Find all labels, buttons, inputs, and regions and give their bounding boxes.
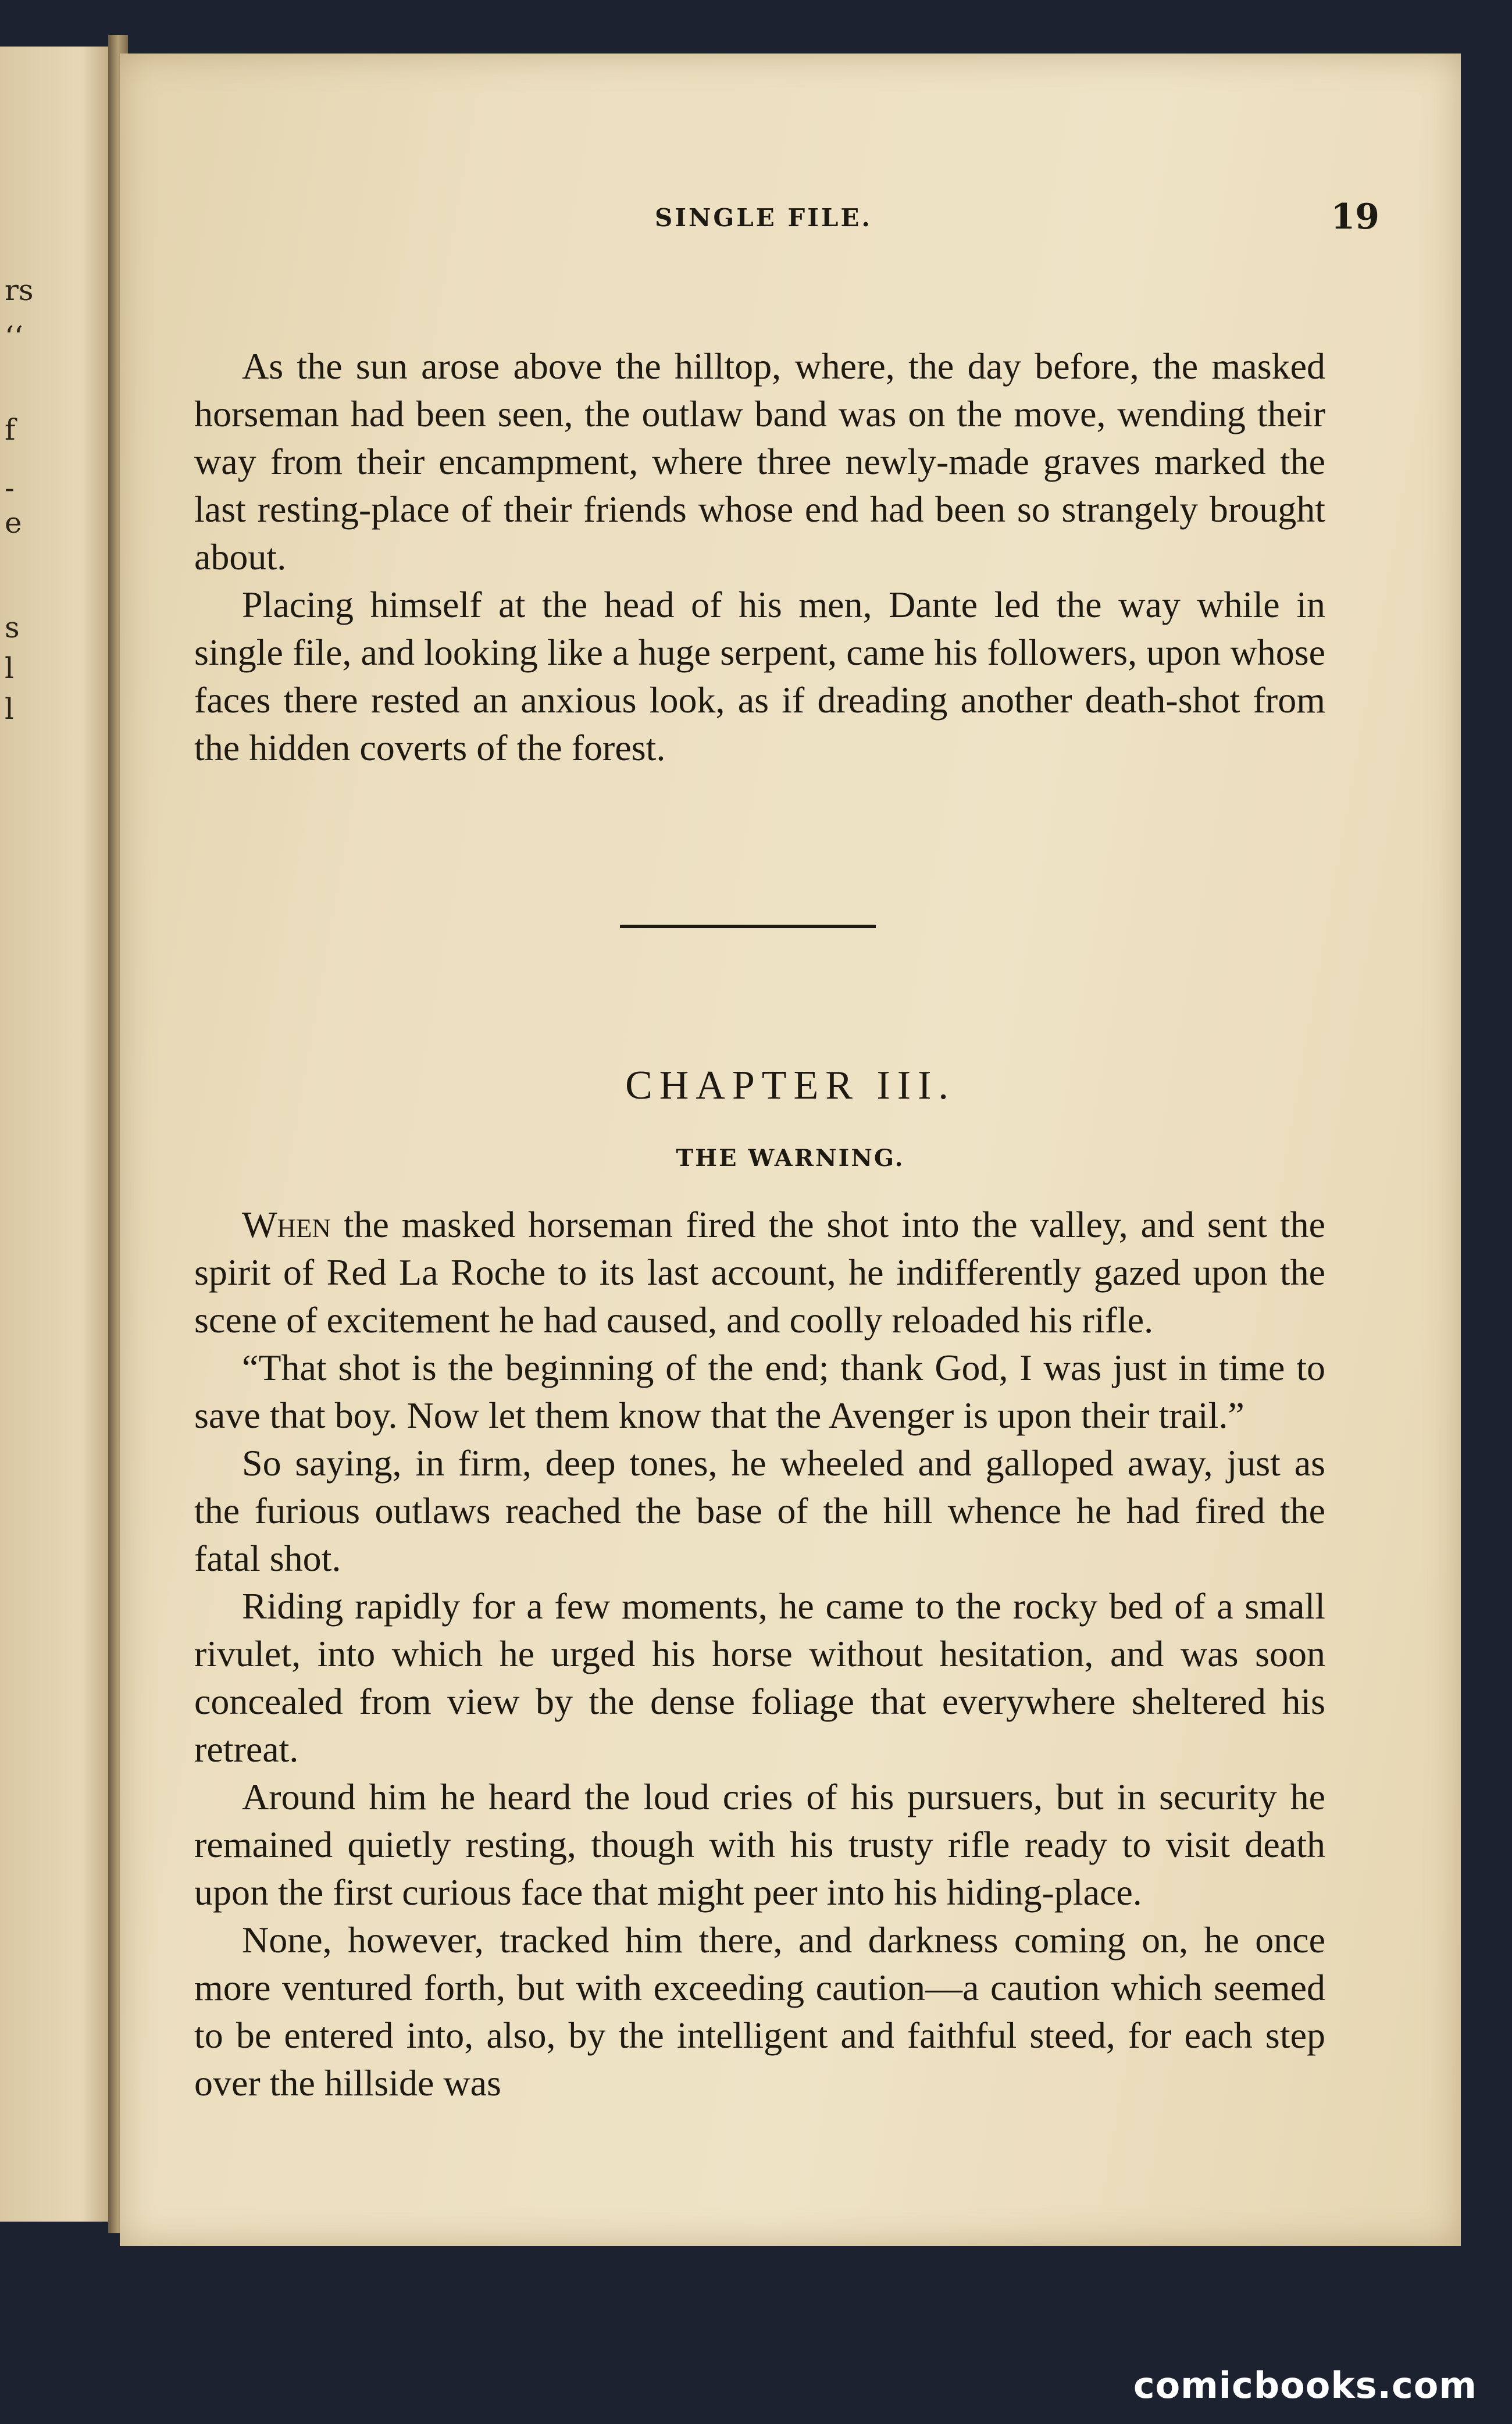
left-page-fragment: ʻʻ xyxy=(5,320,23,354)
section-1-text xyxy=(194,343,1325,772)
left-page-fragment: l xyxy=(5,692,14,726)
running-head: SINGLE FILE. xyxy=(655,204,873,232)
left-page-edge xyxy=(0,47,116,2222)
paragraph: None, however, tracked him there, and darkness coming on, he once more ventured forth, but with exceeding caution—a caution which seemed to be entered into, also, by the intelligent and faithful steed, for each step over the hillside was xyxy=(194,1919,1325,2104)
paragraph xyxy=(194,1201,1325,1344)
section-divider-rule xyxy=(620,925,876,928)
paragraph: Around him he heard the loud cries of his pursuers, but in security he remained quietly resting, though with his trusty rifle ready to visit death upon the first curious face that might peer into his hiding-place. xyxy=(194,1776,1325,1913)
book-page xyxy=(120,54,1461,2246)
drop-word: When xyxy=(242,1204,331,1245)
paragraph: Riding rapidly for a few moments, he came to the rocky bed of a small rivulet, into which he urged his horse without hesitation, and was soon concealed from view by the dense foliage that everywhere sheltered his retreat. xyxy=(194,1585,1325,1770)
paragraph: “That shot is the beginning of the end; thank God, I was just in time to save that boy. Now let them know that the Avenger is upon their trail.” xyxy=(194,1347,1325,1436)
section-2-text xyxy=(194,1201,1325,2107)
watermark: comicbooks.com xyxy=(1133,2364,1477,2407)
paragraph: As the sun arose above the hilltop, where, the day before, the masked horseman had been seen, the outlaw band was on the move, wending their way from their encampment, where three newly-made graves marked the last resting-place of their friends whose end had been so strangely brought about. xyxy=(194,345,1325,578)
paragraph-text: the masked horseman fired the shot into the valley, and sent the spirit of Red La Roche to its last account, he indifferently gazed upon the scene of excitement he had caused, and coolly reloaded his rifle. xyxy=(194,1204,1325,1341)
paragraph: Placing himself at the head of his men, Dante led the way while in single file, and looking like a huge serpent, came his followers, upon whose faces there rested an anxious look, as if dreading another death-shot from the hidden coverts of the forest. xyxy=(194,584,1325,768)
chapter-subtitle: THE WARNING. xyxy=(676,1145,905,1172)
left-page-fragment: s xyxy=(5,611,20,644)
page-number: 19 xyxy=(1331,197,1379,237)
chapter-title: CHAPTER III. xyxy=(625,1063,955,1108)
left-page-fragment: - xyxy=(5,471,15,505)
left-page-fragment: rs xyxy=(5,273,34,307)
left-page-fragment: f xyxy=(5,413,16,447)
left-page-fragment: e xyxy=(5,506,22,540)
paragraph: So saying, in firm, deep tones, he wheeled and galloped away, just as the furious outlaws reached the base of the hill whence he had fired the fatal shot. xyxy=(194,1442,1325,1579)
left-page-fragment: l xyxy=(5,651,14,685)
